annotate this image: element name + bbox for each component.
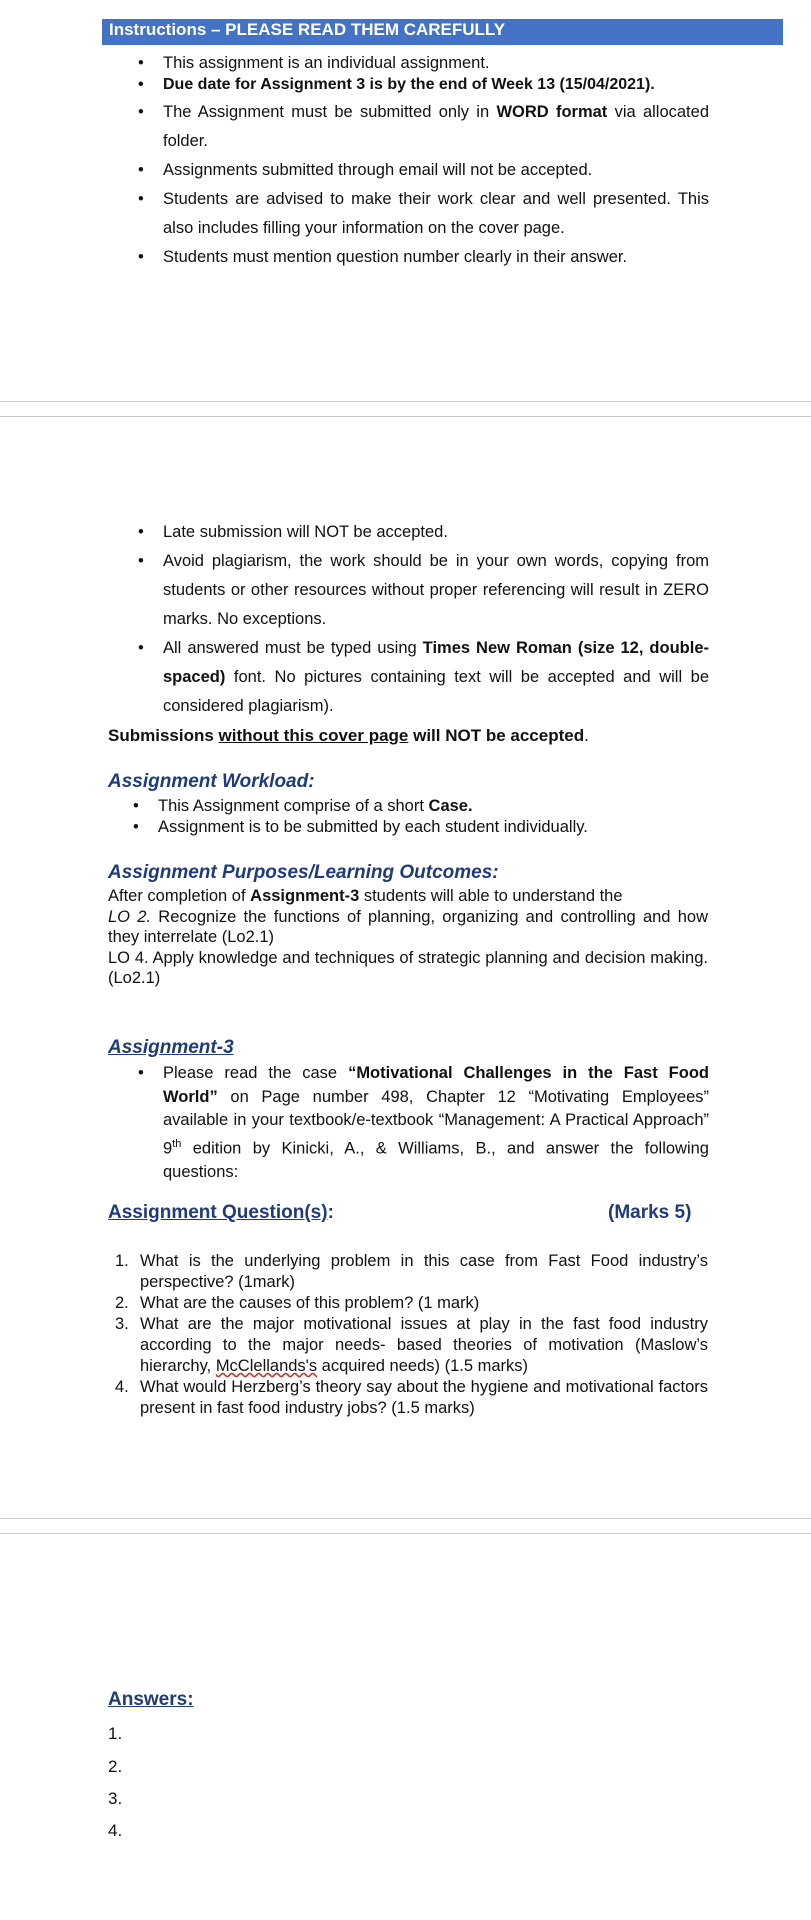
- question-number: 2.: [115, 1294, 129, 1312]
- instruction-bold: Times New Roman (size 12, double-spaced): [163, 639, 709, 686]
- list-item: [133, 796, 708, 817]
- bullet-icon: •: [138, 103, 144, 121]
- answers-heading: Answers:: [108, 1689, 194, 1710]
- notice-text: .: [584, 726, 589, 745]
- instruction-text: The Assignment must be submitted only in: [163, 103, 497, 121]
- answer-number: 1.: [108, 1724, 123, 1743]
- bullet-icon: •: [138, 161, 144, 179]
- workload-list: [133, 796, 708, 838]
- question-item: [115, 1293, 708, 1314]
- outcomes-intro: [108, 886, 708, 907]
- questions-heading: [108, 1202, 334, 1224]
- question-text: acquired needs) (1.5 marks): [317, 1357, 529, 1375]
- assignment-heading: Assignment-3: [108, 1037, 234, 1058]
- list-item: [138, 52, 709, 74]
- question-number: 3.: [115, 1315, 129, 1333]
- assignment-list: [138, 1062, 709, 1184]
- question-text: What is the underlying problem in this case from Fast Food industry’s perspective? (1mark): [140, 1252, 708, 1291]
- questions-colon: :: [327, 1202, 334, 1223]
- instruction-text: Students must mention question number clearly in their answer.: [163, 248, 628, 266]
- outcomes-text: After completion of: [108, 887, 251, 905]
- list-item: [138, 518, 709, 547]
- assignment-text: edition by Kinicki, A., & Williams, B., and answer the following questions:: [163, 1139, 709, 1181]
- marks-label: (Marks 5): [608, 1202, 692, 1223]
- instruction-text: Avoid plagiarism, the work should be in your own words, copying from students or other resources without proper referencing will result in ZERO marks. No exceptions.: [163, 552, 709, 628]
- bullet-icon: •: [133, 797, 139, 815]
- list-item: [133, 817, 708, 838]
- list-item: [138, 243, 709, 272]
- question-text: What are the causes of this problem? (1 mark): [140, 1294, 480, 1312]
- instructions-list-1: [138, 52, 709, 272]
- instruction-text: Due date for Assignment 3 is by the end of Week 13 (15/04/2021).: [163, 76, 655, 93]
- answer-number: 3.: [108, 1789, 123, 1808]
- instruction-bold: WORD format: [496, 103, 608, 121]
- questions-list: [115, 1251, 708, 1419]
- question-text: What would Herzberg’s theory say about the hygiene and motivational factors present in fast food industry jobs? (1.5 marks): [140, 1378, 708, 1417]
- spellcheck-word: McClellands's: [215, 1357, 318, 1375]
- instructions-banner: Instructions – PLEASE READ THEM CAREFULLY: [102, 19, 783, 45]
- question-number: 4.: [115, 1378, 129, 1396]
- outcomes-text: students will able to understand the: [359, 887, 623, 905]
- list-item: [138, 547, 709, 634]
- outcomes-bold: Assignment-3: [250, 887, 360, 905]
- workload-text: Assignment is to be submitted by each student individually.: [158, 818, 588, 836]
- workload-heading: Assignment Workload:: [108, 771, 315, 792]
- notice-text: Submissions: [108, 726, 219, 745]
- list-item: [138, 634, 709, 721]
- instructions-list-2: [138, 518, 709, 721]
- instruction-text: font. No pictures containing text will be accepted and will be considered plagiarism).: [163, 668, 709, 715]
- superscript: th: [172, 1137, 182, 1150]
- bullet-icon: •: [133, 818, 139, 836]
- assignment-text: Please read the case: [163, 1064, 349, 1082]
- list-item: [138, 74, 709, 96]
- workload-text: This Assignment comprise of a short: [158, 797, 429, 815]
- instruction-text: Assignments submitted through email will not be accepted.: [163, 161, 593, 179]
- instruction-text: All answered must be typed using: [163, 639, 423, 657]
- instruction-text: This assignment is an individual assignment.: [163, 54, 490, 72]
- outcomes-text: Recognize the functions of planning, organizing and controlling and how they interrelate (Lo2.1): [108, 907, 708, 946]
- instruction-text: via allocated folder.: [163, 103, 709, 150]
- bullet-icon: •: [138, 523, 144, 541]
- bullet-icon: •: [138, 1064, 144, 1082]
- answer-number: 4.: [108, 1821, 123, 1840]
- lo-label: LO 2.: [108, 907, 152, 926]
- bullet-icon: •: [138, 54, 144, 72]
- notice-text: will NOT be accepted: [408, 726, 585, 745]
- assignment-text: on Page number 498, Chapter 12 “Motivating Employees” available in your textbook/e-textbook “Management: A Practical Approach” 9: [163, 1087, 709, 1157]
- bullet-icon: •: [138, 639, 144, 657]
- answer-number: 2.: [108, 1757, 123, 1776]
- workload-bold: Case.: [428, 797, 473, 815]
- questions-heading-text: Assignment Question(s): [108, 1202, 328, 1223]
- case-title: “Motivational Challenges in the Fast Food World”: [163, 1064, 709, 1106]
- bullet-icon: •: [138, 190, 144, 208]
- bullet-icon: •: [138, 248, 144, 266]
- outcomes-heading: Assignment Purposes/Learning Outcomes:: [108, 862, 499, 883]
- cover-page-notice: [108, 726, 589, 746]
- question-item: [115, 1314, 708, 1377]
- question-item: [115, 1251, 708, 1293]
- instruction-text: Late submission will NOT be accepted.: [163, 523, 448, 541]
- outcome-lo2: [108, 907, 708, 948]
- notice-underlined: without this cover page: [218, 726, 409, 745]
- outcome-lo4: LO 4. Apply knowledge and techniques of strategic planning and decision making. (Lo2.1): [108, 948, 708, 987]
- bullet-icon: •: [138, 552, 144, 570]
- page-break: [0, 1518, 811, 1534]
- list-item: [138, 156, 709, 185]
- question-item: [115, 1377, 708, 1419]
- list-item: [138, 1062, 709, 1184]
- list-item: [138, 185, 709, 243]
- instruction-text: Students are advised to make their work clear and well presented. This also includes filling your information on the cover page.: [163, 190, 709, 237]
- bullet-icon: •: [138, 76, 144, 93]
- question-text: What are the major motivational issues at play in the fast food industry according to the major needs- based theories of motivation (Maslow’s hierarchy,: [140, 1315, 708, 1375]
- list-item: [138, 98, 709, 156]
- outcomes-body: [108, 886, 708, 989]
- page-break: [0, 401, 811, 417]
- question-number: 1.: [115, 1252, 129, 1270]
